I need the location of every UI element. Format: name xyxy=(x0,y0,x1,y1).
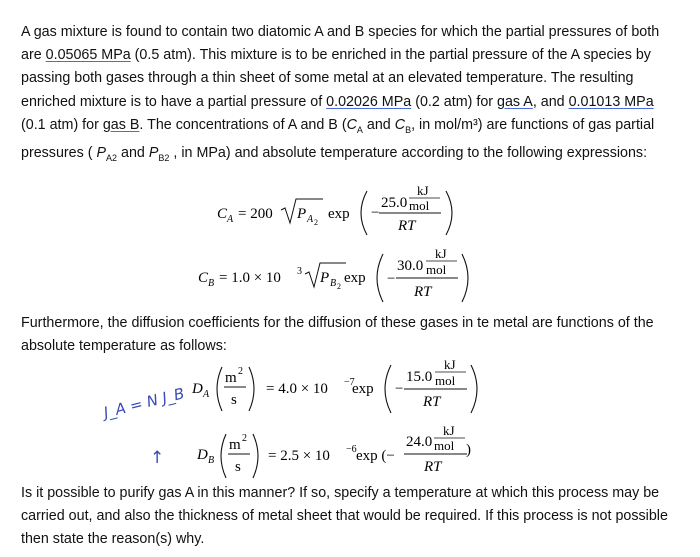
svg-text:25.0: 25.0 xyxy=(381,195,408,211)
svg-text:3: 3 xyxy=(297,266,302,277)
svg-text:): ) xyxy=(466,442,471,458)
equation-db xyxy=(195,423,485,481)
svg-text:−: − xyxy=(371,205,380,221)
svg-text:24.0: 24.0 xyxy=(406,434,433,450)
svg-text:kJ: kJ xyxy=(443,423,455,438)
left-paren xyxy=(361,191,367,235)
svg-text:B: B xyxy=(208,278,215,289)
pressure-a: 0.02026 MPa xyxy=(326,93,412,110)
svg-text:kJ: kJ xyxy=(444,357,456,372)
svg-text:m: m xyxy=(229,437,241,453)
svg-text:2: 2 xyxy=(314,218,318,227)
svg-text:= 200: = 200 xyxy=(238,206,273,222)
svg-text:= 4.0 × 10: = 4.0 × 10 xyxy=(266,381,328,397)
svg-text:2: 2 xyxy=(242,433,247,444)
svg-text:mol: mol xyxy=(409,198,430,213)
pressure-b: 0.01013 MPa xyxy=(568,93,654,110)
svg-text:A: A xyxy=(227,214,234,225)
svg-text:B: B xyxy=(208,455,215,466)
diffusion-paragraph: Furthermore, the diffusion coefficients for the diffusion of these gases in te metal are functions of the absolute temperature as follows: xyxy=(21,315,654,355)
svg-text:A: A xyxy=(307,214,314,225)
svg-text:s: s xyxy=(231,392,237,408)
question-paragraph: Is it possible to purify gas A in this manner? If so, specify a temperature at which this process may be carried out, and also the thickness of metal sheet that would be required. If this process is not possible then state the reason(s) why. xyxy=(21,485,668,548)
svg-text:exp: exp xyxy=(344,270,366,286)
pressure-both: 0.05065 MPa xyxy=(45,47,131,64)
equation-ca-svg xyxy=(195,183,475,241)
equation-da xyxy=(190,357,490,417)
svg-text:2: 2 xyxy=(238,366,243,377)
right-paren xyxy=(446,191,452,235)
svg-text:RT: RT xyxy=(414,284,432,300)
svg-text:exp: exp xyxy=(352,381,374,397)
handwritten-note: J_A = N J_B xyxy=(101,384,187,422)
svg-text:exp: exp xyxy=(328,206,350,222)
svg-text:RT: RT xyxy=(424,459,442,475)
svg-text:s: s xyxy=(235,459,241,475)
svg-text:mol: mol xyxy=(434,438,455,453)
gas-a-label: gas A xyxy=(497,93,533,110)
svg-text:P: P xyxy=(320,270,330,286)
equation-cb xyxy=(196,246,476,306)
svg-text:15.0: 15.0 xyxy=(406,369,433,385)
left-paren xyxy=(377,254,383,302)
svg-text:kJ: kJ xyxy=(435,246,447,261)
equation-cb-svg xyxy=(196,246,476,306)
svg-text:m: m xyxy=(225,370,237,386)
svg-text:= 2.5 × 10: = 2.5 × 10 xyxy=(268,448,330,464)
equation-ca xyxy=(195,183,475,241)
svg-text:RT: RT xyxy=(423,394,441,410)
eq1-lhs: C xyxy=(217,206,228,222)
svg-text:RT: RT xyxy=(398,218,416,234)
svg-text:−: − xyxy=(387,271,396,287)
svg-text:−: − xyxy=(395,381,404,397)
eq2-lhs: C xyxy=(198,270,209,286)
svg-text:A: A xyxy=(203,389,210,400)
handwritten-arrow-icon: ↑ xyxy=(150,448,165,468)
equation-db-svg xyxy=(195,423,485,481)
svg-text:−6: −6 xyxy=(346,444,357,455)
eq3-lhs: D xyxy=(192,381,203,397)
svg-text:= 1.0 × 10: = 1.0 × 10 xyxy=(219,270,281,286)
svg-text:30.0: 30.0 xyxy=(397,258,424,274)
svg-text:mol: mol xyxy=(426,262,447,277)
svg-text:B: B xyxy=(330,278,337,289)
eq4-lhs: D xyxy=(197,447,208,463)
svg-text:2: 2 xyxy=(337,282,341,291)
svg-text:P: P xyxy=(297,206,307,222)
right-paren xyxy=(462,254,468,302)
svg-text:exp (−: exp (− xyxy=(356,448,395,464)
svg-text:mol: mol xyxy=(435,373,456,388)
equation-da-svg xyxy=(190,357,490,417)
svg-text:kJ: kJ xyxy=(417,183,429,198)
gas-b-label: gas B xyxy=(102,116,140,133)
svg-text:−7: −7 xyxy=(344,377,355,388)
intro-paragraph: A gas mixture is found to contain two diatomic A and B species for which the partial pressures of both are 0.05065 MPa (0.5 atm). This mixture is to be enriched in the partial pressure of the A species by passing both gases through a thin sheet of some metal at an elevated temperature. The resulting enriched mixture is to have a partial pressure of 0.02026 MPa (0.2 atm) for gas A, and 0.01013 MPa (0.1 atm) for gas B. The concentrations of A and B ($C_A$ and $C_B$, in mol/m³) are functions of gas partial pressures ( $P_{A2}$ and $P_{B2}$ , in MPa) and absolute temperature according to the following expressions: xyxy=(21,24,660,163)
